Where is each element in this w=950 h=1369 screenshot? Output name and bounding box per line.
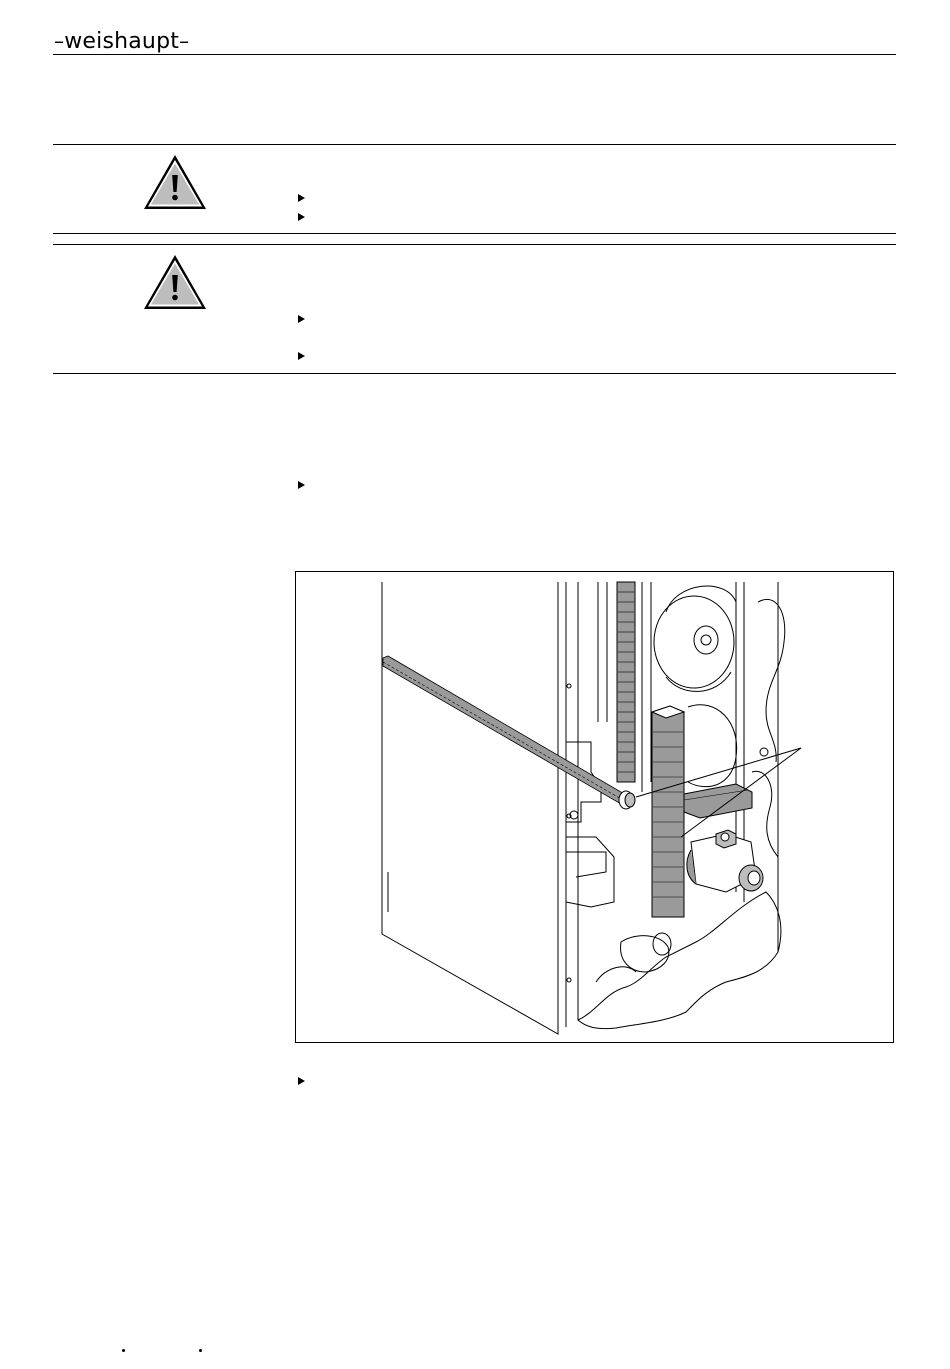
play-arrow-icon bbox=[297, 480, 306, 490]
weishaupt-logo bbox=[54, 26, 189, 57]
play-arrow-icon bbox=[297, 351, 306, 361]
warning-2-top-rule bbox=[53, 244, 896, 245]
footer-mark bbox=[199, 1349, 202, 1352]
logo-text: weishaupt bbox=[64, 29, 180, 54]
play-arrow-icon bbox=[297, 212, 306, 222]
warning-1-top-rule bbox=[53, 144, 896, 145]
play-arrow-icon bbox=[297, 193, 306, 203]
warning-triangle-icon bbox=[142, 253, 208, 311]
logo-dash-left: – bbox=[54, 29, 65, 53]
figure-frame bbox=[295, 571, 894, 1043]
play-arrow-icon bbox=[297, 314, 306, 324]
play-arrow-icon bbox=[297, 1076, 306, 1086]
warning-2-bottom-rule bbox=[53, 373, 896, 374]
boiler-cutaway-illustration bbox=[296, 572, 894, 1043]
logo-dash-right: – bbox=[179, 29, 190, 53]
footer-mark bbox=[122, 1349, 125, 1352]
header-rule bbox=[53, 54, 896, 55]
warning-1-bottom-rule bbox=[53, 233, 896, 234]
warning-triangle-icon bbox=[142, 153, 208, 211]
